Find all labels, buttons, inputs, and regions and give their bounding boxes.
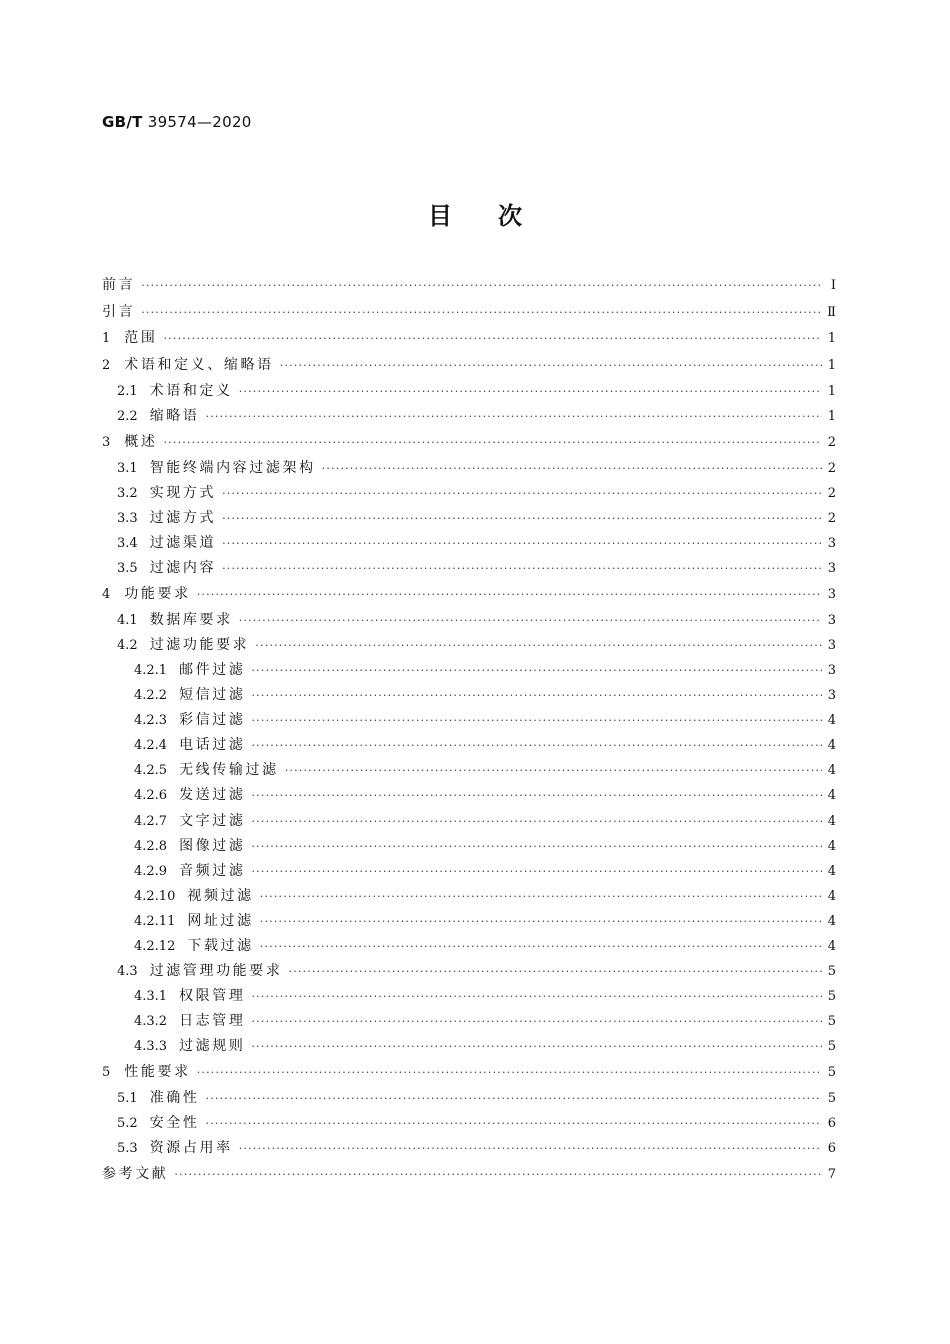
toc-entry-text [102,1111,200,1136]
toc-page-number: 4 [827,813,836,829]
dot-leader [206,1111,823,1136]
toc-page-number: 3 [827,561,836,576]
toc-section-title: 图像过滤 [179,837,246,854]
toc-entry-text [102,379,233,404]
dot-leader [251,834,822,859]
toc-section-number: 3.3 [117,510,138,526]
toc-page-number: Ⅱ [827,304,836,320]
toc-page-number: 4 [827,713,836,729]
dot-leader [222,556,822,581]
toc-section-number: 2.2 [117,408,138,424]
dot-leader [141,273,822,300]
toc-entry[interactable] [102,531,836,556]
toc-section-number: 2 [102,358,111,374]
toc-section-title: 引言 [102,303,136,320]
toc-section-number: 5.3 [117,1141,138,1157]
toc-section-title: 概述 [124,433,158,450]
toc-page-number: 1 [827,383,836,399]
toc-section-number: 4.2.12 [134,939,176,954]
toc-section-title: 准确性 [149,1090,200,1107]
toc-section-number: 5.2 [117,1116,138,1132]
toc-section-number: 4.2.6 [134,788,168,804]
dot-leader [285,758,822,783]
toc-section-title: 过滤方式 [149,509,217,526]
toc-section-title: 过滤内容 [149,560,217,576]
toc-section-number: 4.2.4 [134,738,168,754]
toc-entry[interactable] [102,506,836,531]
toc-page-number: 7 [827,1167,836,1183]
toc-entry-text [102,272,135,299]
toc-section-number: 3.1 [117,460,138,476]
dot-leader [251,984,822,1009]
toc-section-title: 智能终端内容过滤架构 [149,459,316,476]
toc-entry-text [102,834,245,859]
toc-entry-text [102,633,249,658]
toc-section-title: 过滤管理功能要求 [149,963,283,980]
standard-code-number: 39574—2020 [147,113,252,131]
toc-section-title: 权限管理 [179,988,246,1005]
toc-section-number: 1 [102,331,111,347]
toc-entry[interactable] [102,272,836,299]
toc-page-number: 5 [827,1091,836,1107]
toc-entry-text [102,581,191,609]
dot-leader [197,582,822,609]
dot-leader [222,506,822,531]
dot-leader [251,1009,822,1034]
toc-entry[interactable] [102,325,836,352]
table-of-contents [102,272,836,1188]
dot-leader [163,430,822,457]
dot-leader [206,404,823,429]
dot-leader [251,683,822,708]
toc-entry-text [102,429,157,457]
toc-page-number: 3 [827,688,836,704]
toc-page-number: 5 [827,964,836,980]
toc-section-title: 性能要求 [124,1064,191,1081]
toc-entry-text [102,1161,168,1188]
toc-page-number: 2 [827,460,836,476]
toc-section-number: 4.3.2 [134,1014,168,1030]
toc-section-number: 4.2.8 [134,838,168,854]
toc-section-title: 彩信过滤 [179,712,246,729]
toc-entry-text [102,708,245,733]
toc-section-number: 4.3.3 [134,1039,168,1055]
dot-leader [280,353,822,380]
dot-leader [289,959,823,984]
toc-section-title: 资源占用率 [149,1140,233,1157]
toc-section-title: 功能要求 [124,586,191,603]
toc-section-number: 4.1 [117,612,138,628]
toc-entry-text [102,959,283,984]
dot-leader [322,456,822,481]
toc-section-title: 短信过滤 [179,687,246,704]
dot-leader [260,934,822,959]
toc-section-number: 4.2.1 [134,662,168,678]
toc-section-number: 4.3 [117,964,138,980]
toc-section-number: 4.2.7 [134,813,168,829]
toc-entry-text [102,1059,191,1087]
toc-entry-text [102,658,245,683]
toc-entry-text [102,325,157,353]
toc-page-number: 1 [827,408,836,424]
toc-entry[interactable] [102,984,836,1009]
dot-leader [251,658,822,683]
toc-entry-text [102,556,216,581]
toc-page-number: 3 [827,662,836,678]
toc-entry[interactable] [102,884,836,909]
toc-section-number: 4 [102,587,111,603]
dot-leader [206,1086,823,1111]
toc-page-number: 5 [827,1039,836,1055]
dot-leader [255,633,822,658]
toc-page-number: 4 [827,888,836,904]
toc-section-title: 邮件过滤 [179,661,246,678]
toc-entry[interactable] [102,658,836,683]
toc-section-number: 3.5 [117,561,138,576]
toc-entry-text [102,984,245,1009]
toc-page-number: 4 [827,788,836,804]
toc-section-number: 4.2.5 [134,763,168,779]
toc-section-title: 音频过滤 [179,862,246,879]
toc-entry[interactable] [102,859,836,884]
toc-entry[interactable] [102,299,836,326]
toc-section-number: 4.2.10 [134,888,176,904]
toc-section-title: 过滤规则 [179,1038,246,1055]
toc-entry[interactable] [102,556,836,581]
toc-entry-text [102,531,216,556]
dot-leader [251,1034,822,1059]
toc-entry-text [102,934,254,959]
toc-section-number: 5.1 [117,1091,138,1107]
toc-section-number: 4.2.9 [134,863,168,879]
toc-entry-text [102,1034,245,1059]
toc-page-number: 5 [827,989,836,1005]
toc-entry-text [102,859,245,884]
toc-section-number: 3.2 [117,485,138,501]
toc-entry-text [102,809,245,834]
toc-entry[interactable] [102,633,836,658]
toc-section-title: 术语和定义、缩略语 [124,357,274,374]
toc-page-number: 4 [827,863,836,879]
toc-entry[interactable] [102,934,836,959]
toc-section-title: 过滤渠道 [149,534,217,551]
toc-entry[interactable] [102,959,836,984]
toc-page-number: 5 [827,1065,836,1081]
toc-page-number: 3 [827,535,836,551]
toc-entry-text [102,733,245,758]
dot-leader [222,531,822,556]
toc-page-number: 4 [827,838,836,854]
dot-leader [251,708,822,733]
toc-section-title: 实现方式 [149,484,217,501]
toc-section-title: 术语和定义 [149,382,233,399]
toc-entry[interactable] [102,683,836,708]
toc-entry[interactable] [102,379,836,404]
toc-entry-text [102,456,316,481]
dot-leader [222,481,822,506]
standard-code [102,113,252,131]
toc-entry[interactable] [102,581,836,608]
toc-page-number: 3 [827,587,836,603]
toc-entry-text [102,352,274,380]
standard-code-prefix: GB/T [102,113,143,131]
toc-page-number: 4 [827,738,836,754]
toc-page-number: 4 [827,913,836,929]
toc-section-number: 4.3.1 [134,989,168,1005]
toc-section-title: 发送过滤 [179,787,246,804]
toc-entry[interactable] [102,1161,836,1188]
toc-section-title: 缩略语 [149,407,200,424]
toc-section-title: 日志管理 [179,1013,246,1030]
toc-section-title: 电话过滤 [179,737,246,754]
toc-page-number: 1 [827,358,836,374]
toc-entry[interactable] [102,1009,836,1034]
toc-entry-text [102,683,245,708]
dot-leader [239,1136,822,1161]
toc-entry[interactable] [102,783,836,808]
toc-page-number: 5 [827,1014,836,1030]
toc-entry[interactable] [102,404,836,429]
toc-entry[interactable] [102,352,836,379]
toc-section-title: 无线传输过滤 [179,762,279,779]
toc-page-number: 4 [827,763,836,779]
toc-entry[interactable] [102,733,836,758]
dot-leader [197,1060,822,1087]
toc-entry[interactable] [102,481,836,506]
toc-section-title: 文字过滤 [179,812,246,829]
toc-entry[interactable] [102,708,836,733]
toc-section-title: 下载过滤 [187,938,254,954]
page-title: 目次 [428,202,568,230]
dot-leader [251,783,822,808]
toc-page-number: 2 [827,434,836,450]
toc-section-number: 4.2.3 [134,713,168,729]
toc-page-number: 1 [827,331,836,347]
toc-page-number: Ⅰ [830,278,836,293]
dot-leader [251,809,822,834]
toc-entry-text [102,506,216,531]
toc-page-number: 3 [827,612,836,628]
toc-entry[interactable] [102,456,836,481]
toc-entry[interactable] [102,809,836,834]
dot-leader [251,859,822,884]
dot-leader [239,379,822,404]
toc-section-number: 3.4 [117,535,138,551]
toc-entry-text [102,783,245,808]
toc-entry-text [102,404,200,429]
toc-section-title: 安全性 [149,1115,200,1132]
toc-section-title: 视频过滤 [187,887,254,904]
toc-section-title: 范围 [124,330,158,347]
toc-entry[interactable] [102,1059,836,1086]
toc-section-title: 参考文献 [102,1166,169,1183]
toc-entry[interactable] [102,1034,836,1059]
dot-leader [141,300,822,327]
toc-entry[interactable] [102,1111,836,1136]
toc-section-title: 数据库要求 [149,611,233,628]
toc-entry[interactable] [102,1086,836,1111]
toc-entry-text [102,884,254,909]
toc-entry-text [102,758,279,783]
toc-entry[interactable] [102,1136,836,1161]
toc-section-title: 网址过滤 [187,912,254,929]
toc-section-title: 前言 [102,277,136,293]
toc-entry[interactable] [102,608,836,633]
toc-page-number: 4 [827,939,836,954]
toc-page-number: 3 [827,637,836,653]
toc-page-number: 2 [827,485,836,501]
toc-page-number: 6 [827,1141,836,1157]
toc-section-number: 5 [102,1065,111,1081]
toc-entry-text [102,909,254,934]
toc-entry-text [102,1136,233,1161]
toc-section-title: 过滤功能要求 [149,636,250,653]
dot-leader [260,909,822,934]
toc-entry-text [102,299,135,326]
dot-leader [239,608,822,633]
dot-leader [260,884,822,909]
toc-section-number: 2.1 [117,383,138,399]
toc-entry-text [102,1086,200,1111]
toc-entry-text [102,481,216,506]
toc-section-number: 4.2.11 [134,913,176,929]
toc-entry-text [102,1009,245,1034]
dot-leader [163,326,822,353]
toc-entry[interactable] [102,834,836,859]
toc-section-number: 4.2 [117,637,138,653]
dot-leader [251,733,822,758]
dot-leader [174,1162,822,1189]
toc-entry[interactable] [102,758,836,783]
toc-section-number: 4.2.2 [134,688,168,704]
toc-section-number: 3 [102,434,111,450]
toc-page-number: 6 [827,1116,836,1132]
toc-entry[interactable] [102,909,836,934]
toc-entry-text [102,608,233,633]
toc-entry[interactable] [102,429,836,456]
toc-page-number: 2 [827,510,836,526]
